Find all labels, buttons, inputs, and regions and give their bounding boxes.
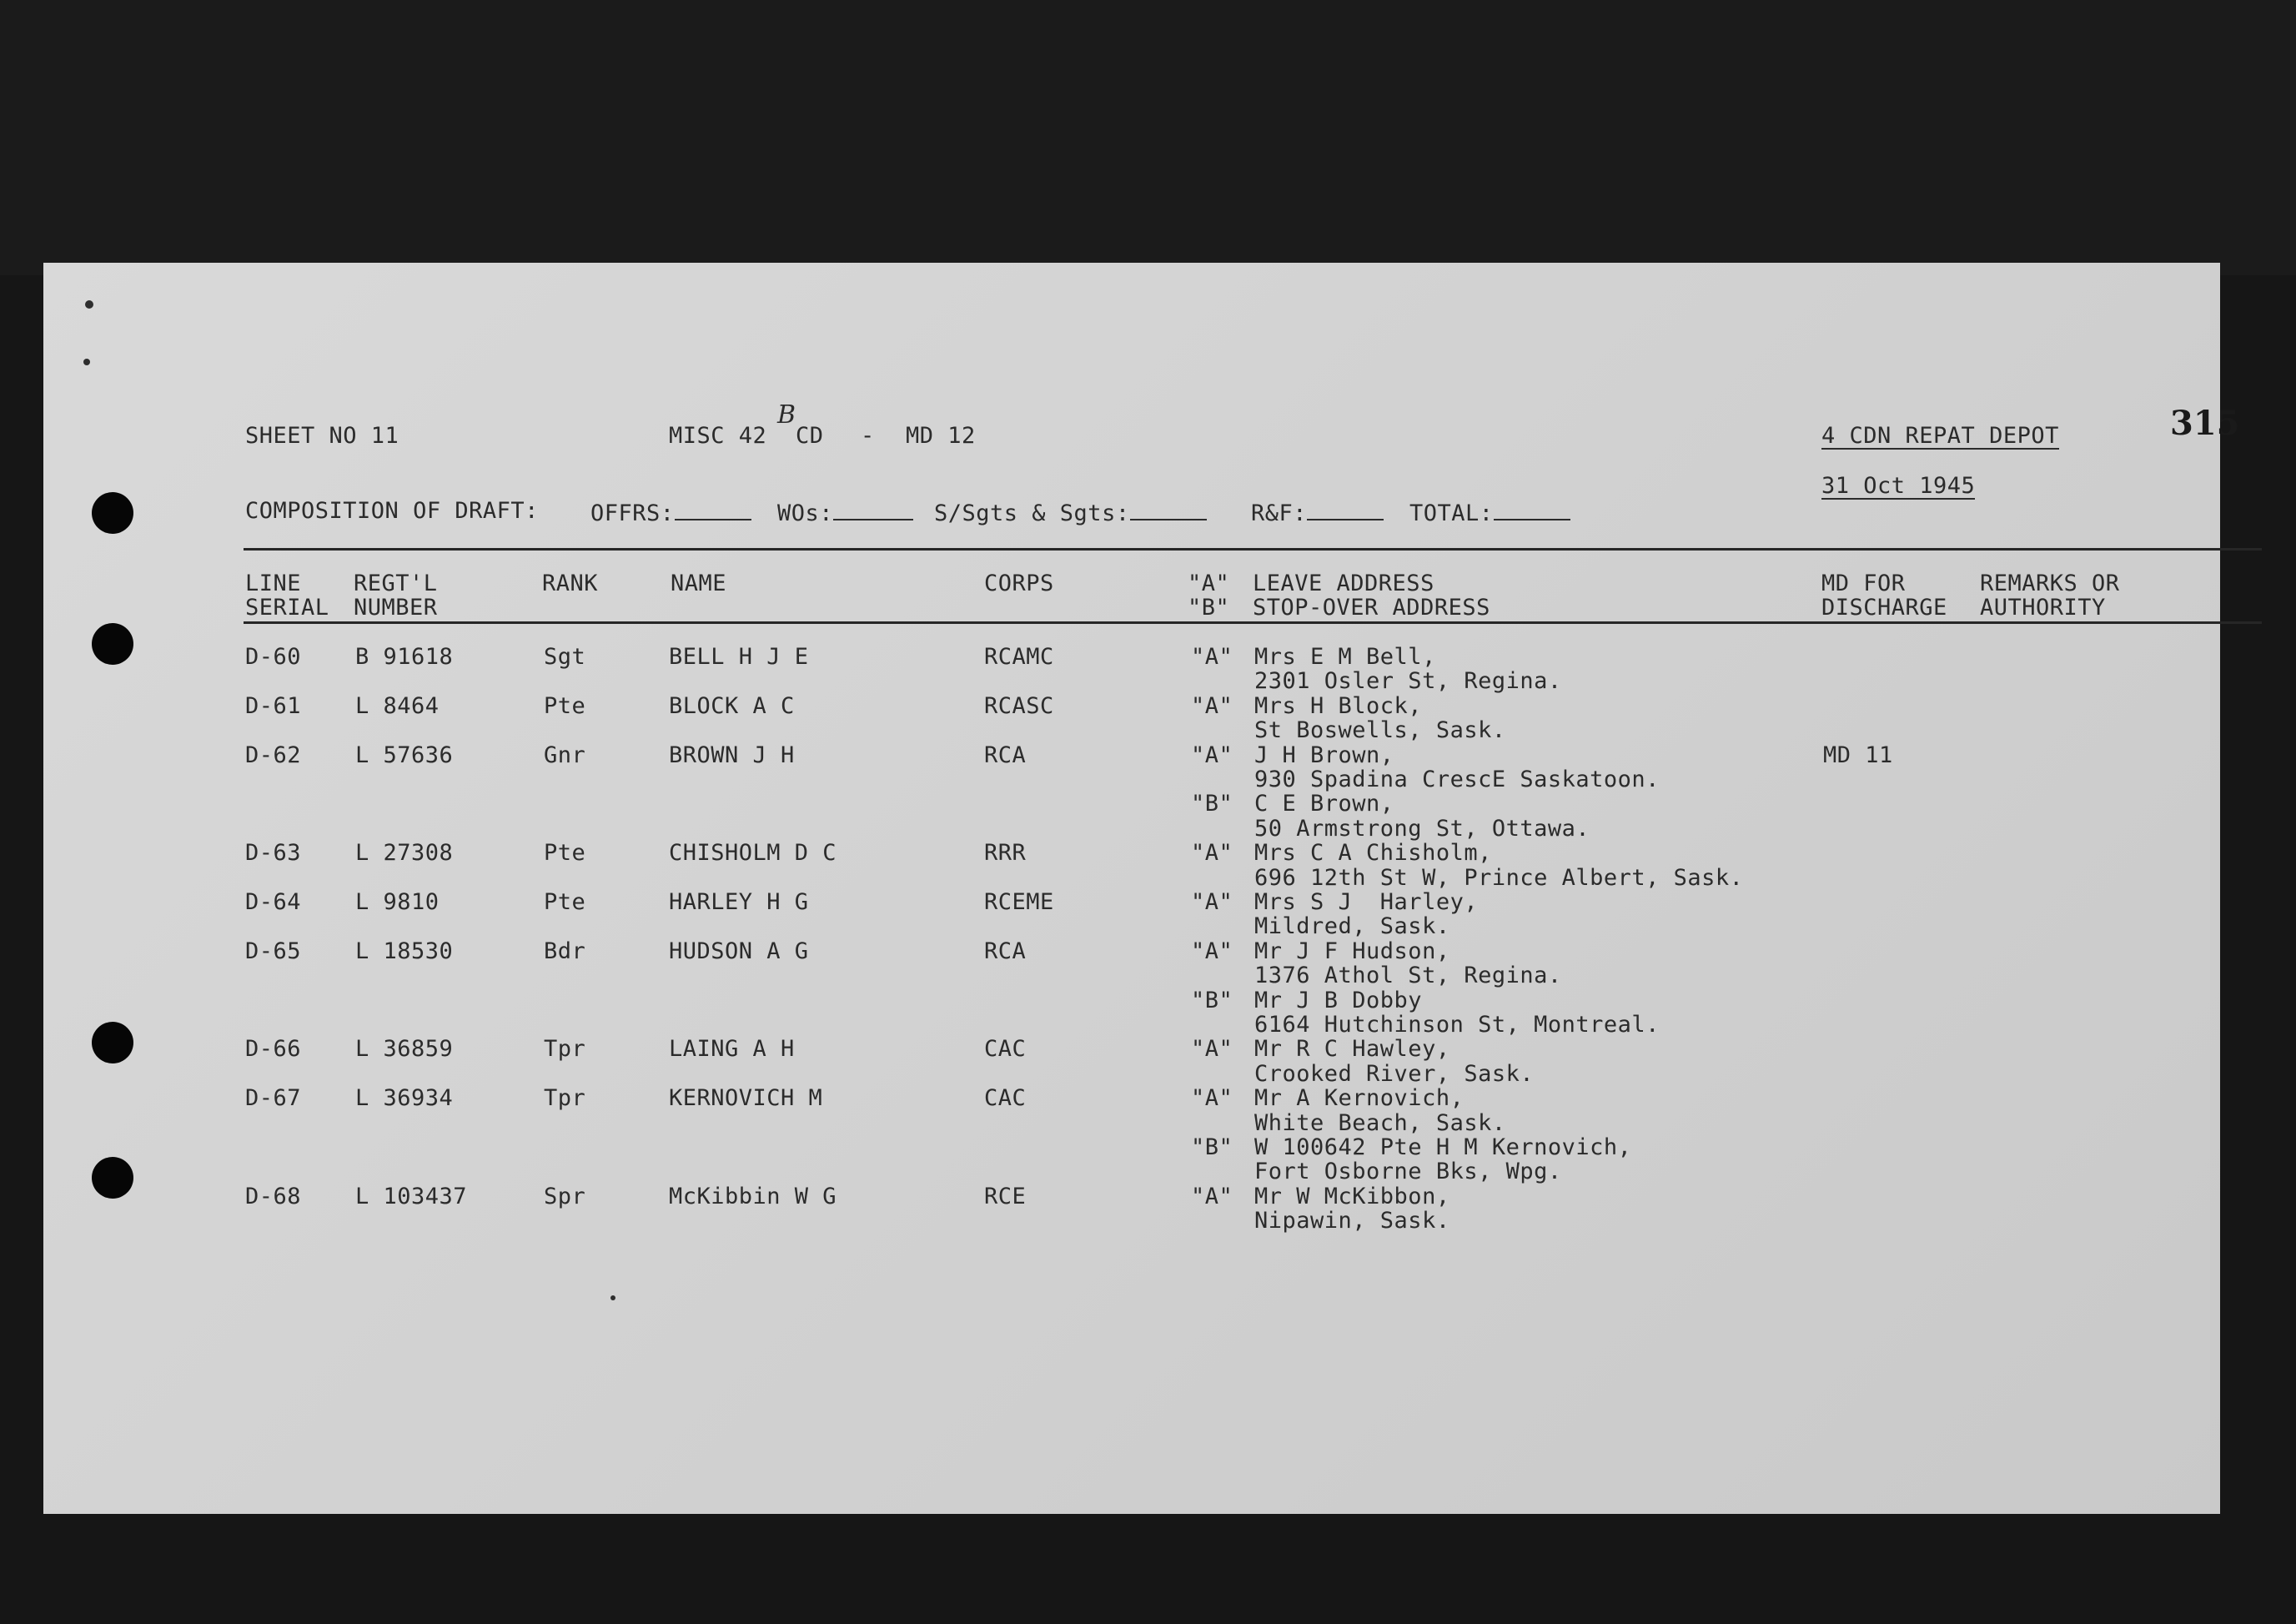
row-serial: D-67 bbox=[245, 1085, 302, 1112]
row-rank: Sgt bbox=[544, 644, 586, 670]
address-type-tag: "A" bbox=[1191, 692, 1233, 719]
row-corps: CAC bbox=[984, 1036, 1027, 1063]
row-regtl-number: L 36859 bbox=[355, 1036, 454, 1063]
row-name: McKibbin W G bbox=[669, 1183, 837, 1209]
sheet-number: SHEET NO 11 bbox=[245, 423, 399, 449]
binder-hole bbox=[92, 492, 133, 534]
col-md-for-discharge: MD FOR DISCHARGE bbox=[1821, 571, 1947, 621]
address-type-tag: "A" bbox=[1191, 1183, 1233, 1209]
row-name: BLOCK A C bbox=[669, 692, 795, 719]
address-line: Mr A Kernovich, bbox=[1254, 1085, 1465, 1112]
row-rank: Spr bbox=[544, 1183, 586, 1209]
sheet-date: 31 Oct 1945 bbox=[1821, 473, 1976, 499]
md-number: MD 12 bbox=[906, 423, 976, 449]
address-type-tag: "A" bbox=[1191, 840, 1233, 867]
address-line: Fort Osborne Bks, Wpg. bbox=[1254, 1159, 1562, 1185]
row-corps: RRR bbox=[984, 840, 1027, 867]
address-type-tag: "A" bbox=[1191, 1036, 1233, 1063]
row-regtl-number: L 36934 bbox=[355, 1085, 454, 1112]
row-regtl-number: L 18530 bbox=[355, 938, 454, 964]
speck bbox=[85, 300, 93, 309]
row-rank: Pte bbox=[544, 889, 586, 915]
address-type-tag: "A" bbox=[1191, 1085, 1233, 1112]
row-name: HUDSON A G bbox=[669, 938, 809, 964]
address-line: 50 Armstrong St, Ottawa. bbox=[1254, 815, 1590, 842]
address-line: Crooked River, Sask. bbox=[1254, 1060, 1535, 1087]
row-regtl-number: L 8464 bbox=[355, 692, 440, 719]
col-rank: RANK bbox=[542, 571, 599, 596]
composition-sgts: S/Sgts & Sgts: bbox=[934, 499, 1207, 525]
row-rank: Pte bbox=[544, 840, 586, 867]
binder-hole bbox=[92, 1022, 133, 1063]
col-line-serial: LINE SERIAL bbox=[245, 571, 329, 621]
row-serial: D-60 bbox=[245, 644, 302, 670]
row-name: HARLEY H G bbox=[669, 889, 809, 915]
row-corps: RCEME bbox=[984, 889, 1054, 915]
col-address: LEAVE ADDRESS STOP-OVER ADDRESS bbox=[1253, 571, 1490, 621]
row-regtl-number: L 103437 bbox=[355, 1183, 468, 1209]
row-corps: CAC bbox=[984, 1085, 1027, 1112]
address-type-tag: "B" bbox=[1191, 987, 1233, 1013]
binder-hole bbox=[92, 623, 133, 665]
row-name: BROWN J H bbox=[669, 742, 795, 768]
address-type-tag: "A" bbox=[1191, 889, 1233, 915]
address-line: J H Brown, bbox=[1254, 742, 1394, 768]
address-line: Mrs E M Bell, bbox=[1254, 644, 1436, 670]
col-remarks: REMARKS OR AUTHORITY bbox=[1980, 571, 2120, 621]
header-rule-top bbox=[244, 548, 2262, 551]
composition-label: COMPOSITION OF DRAFT: bbox=[245, 498, 539, 524]
address-type-tag: "A" bbox=[1191, 644, 1233, 670]
address-line: W 100642 Pte H M Kernovich, bbox=[1254, 1134, 1632, 1160]
address-type-tag: "B" bbox=[1191, 1134, 1233, 1160]
speck bbox=[83, 359, 90, 365]
address-type-tag: "B" bbox=[1191, 791, 1233, 817]
col-ab: "A" "B" bbox=[1188, 571, 1230, 621]
address-line: 696 12th St W, Prince Albert, Sask. bbox=[1254, 864, 1744, 891]
row-serial: D-64 bbox=[245, 889, 302, 915]
composition-rf: R&F: bbox=[1251, 499, 1384, 525]
row-serial: D-65 bbox=[245, 938, 302, 964]
depot-name: 4 CDN REPAT DEPOT bbox=[1821, 423, 2059, 449]
address-line: 1376 Athol St, Regina. bbox=[1254, 963, 1562, 989]
document-sheet bbox=[43, 263, 2240, 1514]
row-serial: D-62 bbox=[245, 742, 302, 768]
row-rank: Bdr bbox=[544, 938, 586, 964]
header-dash: - bbox=[861, 423, 875, 449]
composition-wos: WOs: bbox=[777, 499, 913, 525]
address-line: C E Brown, bbox=[1254, 791, 1394, 817]
row-regtl-number: L 57636 bbox=[355, 742, 454, 768]
row-serial: D-66 bbox=[245, 1036, 302, 1063]
row-serial: D-61 bbox=[245, 692, 302, 719]
row-regtl-number: B 91618 bbox=[355, 644, 454, 670]
row-corps: RCA bbox=[984, 742, 1027, 768]
address-line: Mr R C Hawley, bbox=[1254, 1036, 1450, 1063]
speck bbox=[610, 1295, 615, 1300]
address-line: Nipawin, Sask. bbox=[1254, 1208, 1450, 1234]
row-rank: Gnr bbox=[544, 742, 586, 768]
row-regtl-number: L 9810 bbox=[355, 889, 440, 915]
address-line: Mr J B Dobby bbox=[1254, 987, 1423, 1013]
address-line: White Beach, Sask. bbox=[1254, 1109, 1506, 1136]
row-md-for-discharge: MD 11 bbox=[1823, 742, 1893, 768]
address-line: 2301 Osler St, Regina. bbox=[1254, 668, 1562, 695]
row-corps: RCE bbox=[984, 1183, 1027, 1209]
film-background bbox=[0, 0, 2296, 275]
address-type-tag: "A" bbox=[1191, 938, 1233, 964]
row-name: CHISHOLM D C bbox=[669, 840, 837, 867]
address-line: Mrs H Block, bbox=[1254, 692, 1423, 719]
composition-offrs: OFFRS: bbox=[590, 499, 751, 525]
header-rule-bottom bbox=[244, 621, 2262, 624]
row-rank: Tpr bbox=[544, 1036, 586, 1063]
row-rank: Pte bbox=[544, 692, 586, 719]
row-corps: RCAMC bbox=[984, 644, 1054, 670]
misc-cd: CD bbox=[796, 423, 824, 449]
row-name: LAING A H bbox=[669, 1036, 795, 1063]
page-number: 315 bbox=[2170, 404, 2240, 443]
col-corps: CORPS bbox=[984, 571, 1054, 596]
address-line: Mrs S J Harley, bbox=[1254, 889, 1479, 915]
row-regtl-number: L 27308 bbox=[355, 840, 454, 867]
misc-handwritten-mark: B bbox=[777, 400, 796, 430]
col-regtl-number: REGT'L NUMBER bbox=[354, 571, 438, 621]
row-rank: Tpr bbox=[544, 1085, 586, 1112]
row-name: KERNOVICH M bbox=[669, 1085, 823, 1112]
address-line: Mr J F Hudson, bbox=[1254, 938, 1450, 964]
row-serial: D-63 bbox=[245, 840, 302, 867]
row-corps: RCASC bbox=[984, 692, 1054, 719]
address-line: 6164 Hutchinson St, Montreal. bbox=[1254, 1012, 1660, 1038]
address-line: Mr W McKibbon, bbox=[1254, 1183, 1450, 1209]
address-line: Mildred, Sask. bbox=[1254, 913, 1450, 940]
composition-total: TOTAL: bbox=[1409, 499, 1570, 525]
address-line: Mrs C A Chisholm, bbox=[1254, 840, 1492, 867]
address-line: St Boswells, Sask. bbox=[1254, 717, 1506, 744]
col-name: NAME bbox=[671, 571, 727, 596]
row-serial: D-68 bbox=[245, 1183, 302, 1209]
address-line: 930 Spadina CrescE Saskatoon. bbox=[1254, 767, 1660, 792]
row-name: BELL H J E bbox=[669, 644, 809, 670]
address-type-tag: "A" bbox=[1191, 742, 1233, 768]
row-corps: RCA bbox=[984, 938, 1027, 964]
misc-number: MISC 42 bbox=[669, 423, 767, 449]
binder-hole bbox=[92, 1157, 133, 1199]
